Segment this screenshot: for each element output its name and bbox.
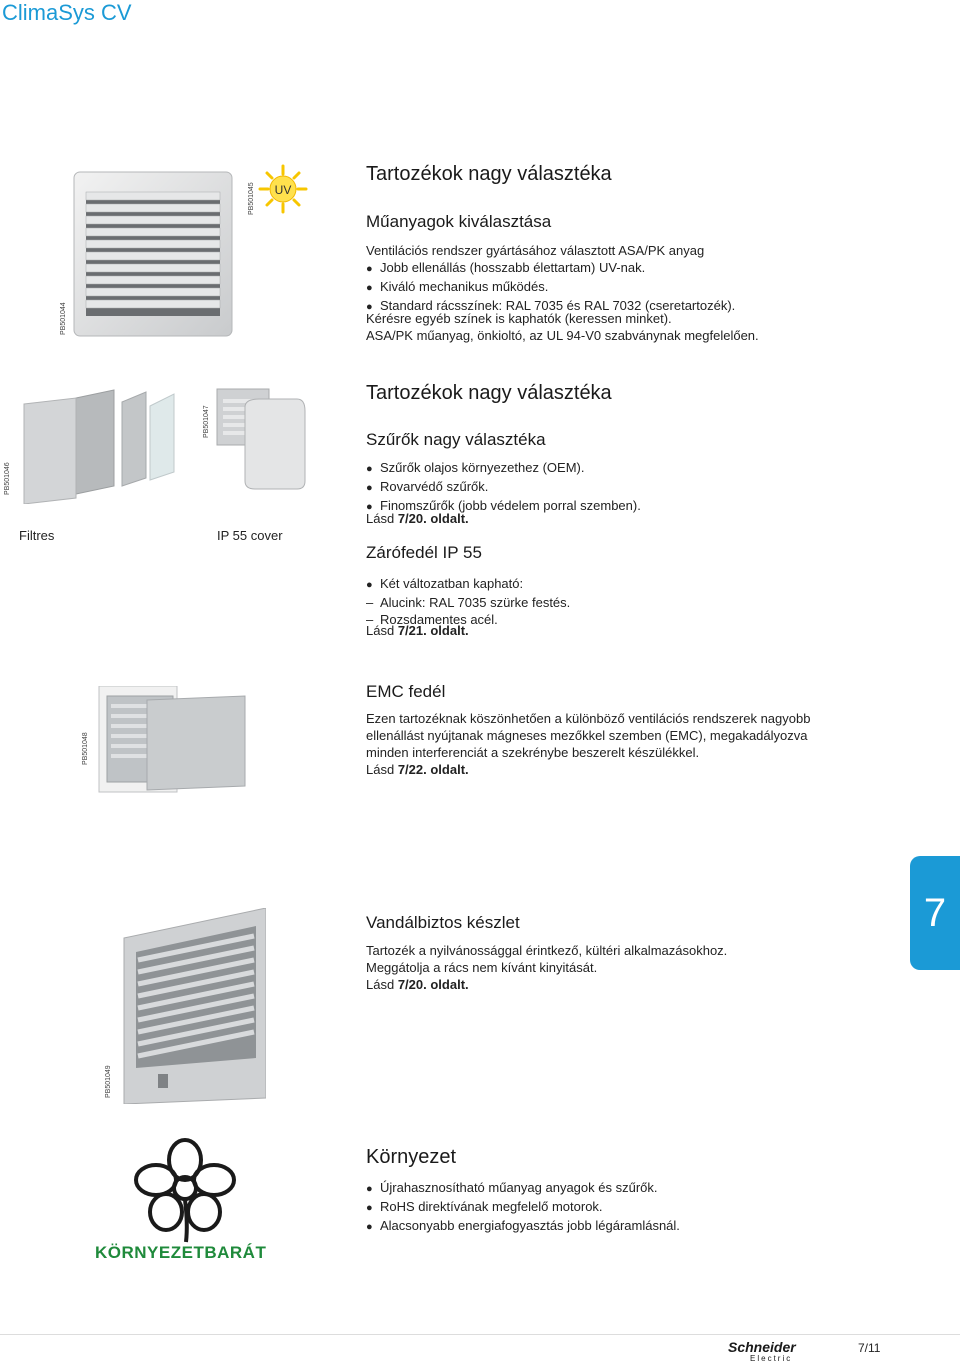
list-item: ● Szűrők olajos környezethez (OEM). [366,459,641,478]
page-number: 7/11 [858,1341,881,1355]
list-item: – Rozsdamentes acél. [366,612,498,627]
body-line: ellenállást nyújtanak mágneses mezőkkel szemben (EMC), megakadályozva [366,728,808,743]
chapter-tab: 7 [910,856,960,970]
list-item: ● Finomszűrők (jobb védelem porral szemben). [366,497,641,516]
note-text: Kérésre egyéb színek is kaphatók (keressen minket). [366,311,672,326]
section-subtitle: Zárófedél IP 55 [366,543,482,562]
intro-text: Ventilációs rendszer gyártásához választott ASA/PK anyag [366,243,705,258]
bullet-icon: ● [366,482,373,494]
flower-icon [130,1138,240,1244]
body-line: Ezen tartozéknak köszönhetően a különböző ventilációs rendszerek nagyobb [366,711,811,726]
logo-text: Schneider [728,1339,796,1355]
page-reference: 7/20. oldalt. [397,511,469,526]
image-code: PB501047 [203,405,210,438]
body-line: minden interferenciát a szekrénybe beszerelt készülékkel. [366,745,700,760]
image-code: PB501045 [248,182,255,215]
bullet-icon: ● [366,1202,373,1214]
logo-subtext: Electric [750,1354,793,1363]
section-title: Vandálbiztos készlet [366,913,520,932]
see-reference: Lásd 7/20. oldalt. [366,977,469,992]
page-reference: 7/20. oldalt. [397,977,469,992]
section-title: EMC fedél [366,682,446,701]
dash-icon: – [366,612,374,627]
list-item: ● Két változatban kapható: [366,575,570,594]
list-item: ● Rovarvédő szűrők. [366,478,641,497]
list-item: ● Standard rácsszínek: RAL 7035 és RAL 7032 (cseretartozék). [366,297,735,316]
list-item: – Alucink: RAL 7035 szürke festés. [366,595,571,610]
page-reference: 7/22. oldalt. [397,762,469,777]
bullet-icon: ● [366,463,373,475]
brand-title: ClimaSys CV [2,0,132,25]
dash-icon: – [366,595,374,610]
eco-label: KÖRNYEZETBARÁT [95,1243,267,1262]
section-subtitle: Műanyagok kiválasztása [366,212,552,231]
body-line: Meggátolja a rács nem kívánt kinyitását. [366,960,598,975]
section-title: Környezet [366,1146,457,1168]
cover-list [366,575,570,628]
see-reference: Lásd 7/20. oldalt. [366,511,469,526]
see-reference: Lásd 7/21. oldalt. [366,623,469,638]
image-code: PB501046 [4,462,11,495]
emc-cover-image [95,686,255,800]
schneider-logo [728,1340,808,1364]
environment-list [366,1179,680,1236]
note-text: ASA/PK műanyag, önkioltó, az UL 94-V0 szabványnak megfelelően. [366,328,759,343]
image-code: PB501044 [60,302,67,335]
image-code: PB501049 [105,1065,112,1098]
bullet-icon: ● [366,301,373,313]
bullet-icon: ● [366,1183,373,1195]
list-item: ● Kiváló mechanikus működés. [366,278,735,297]
see-reference: Lásd 7/22. oldalt. [366,762,469,777]
list-item: ● RoHS direktívának megfelelő motorok. [366,1198,680,1217]
filters-image [18,388,178,504]
bullet-icon: ● [366,1221,373,1233]
section-subtitle: Szűrők nagy választéka [366,430,546,449]
filter-list [366,459,641,516]
list-item: ● Újrahasznosítható műanyag anyagok és szűrők. [366,1179,680,1198]
footer-divider [0,1334,960,1335]
bullet-icon: ● [366,501,373,513]
uv-label: UV [274,183,292,197]
body-line: Tartozék a nyilvánossággal érintkező, kültéri alkalmazásokhoz. [366,943,728,958]
image-caption: IP 55 cover [217,528,283,543]
page-reference: 7/21. oldalt. [397,623,469,638]
image-code: PB501048 [82,732,89,765]
section-title: Tartozékok nagy választéka [366,163,612,185]
bullet-icon: ● [366,263,373,275]
bullet-icon: ● [366,282,373,294]
feature-list [366,259,735,316]
vandal-proof-grille-image [116,908,266,1104]
bullet-icon: ● [366,579,373,591]
list-item: ● Alacsonyabb energiafogyasztás jobb légáramlásnál. [366,1217,680,1236]
image-caption: Filtres [19,528,55,543]
section-title: Tartozékok nagy választéka [366,382,612,404]
ventilation-grille-image [68,168,240,340]
list-item: ● Jobb ellenállás (hosszabb élettartam) UV-nak. [366,259,735,278]
ip55-cover-image [215,385,307,505]
